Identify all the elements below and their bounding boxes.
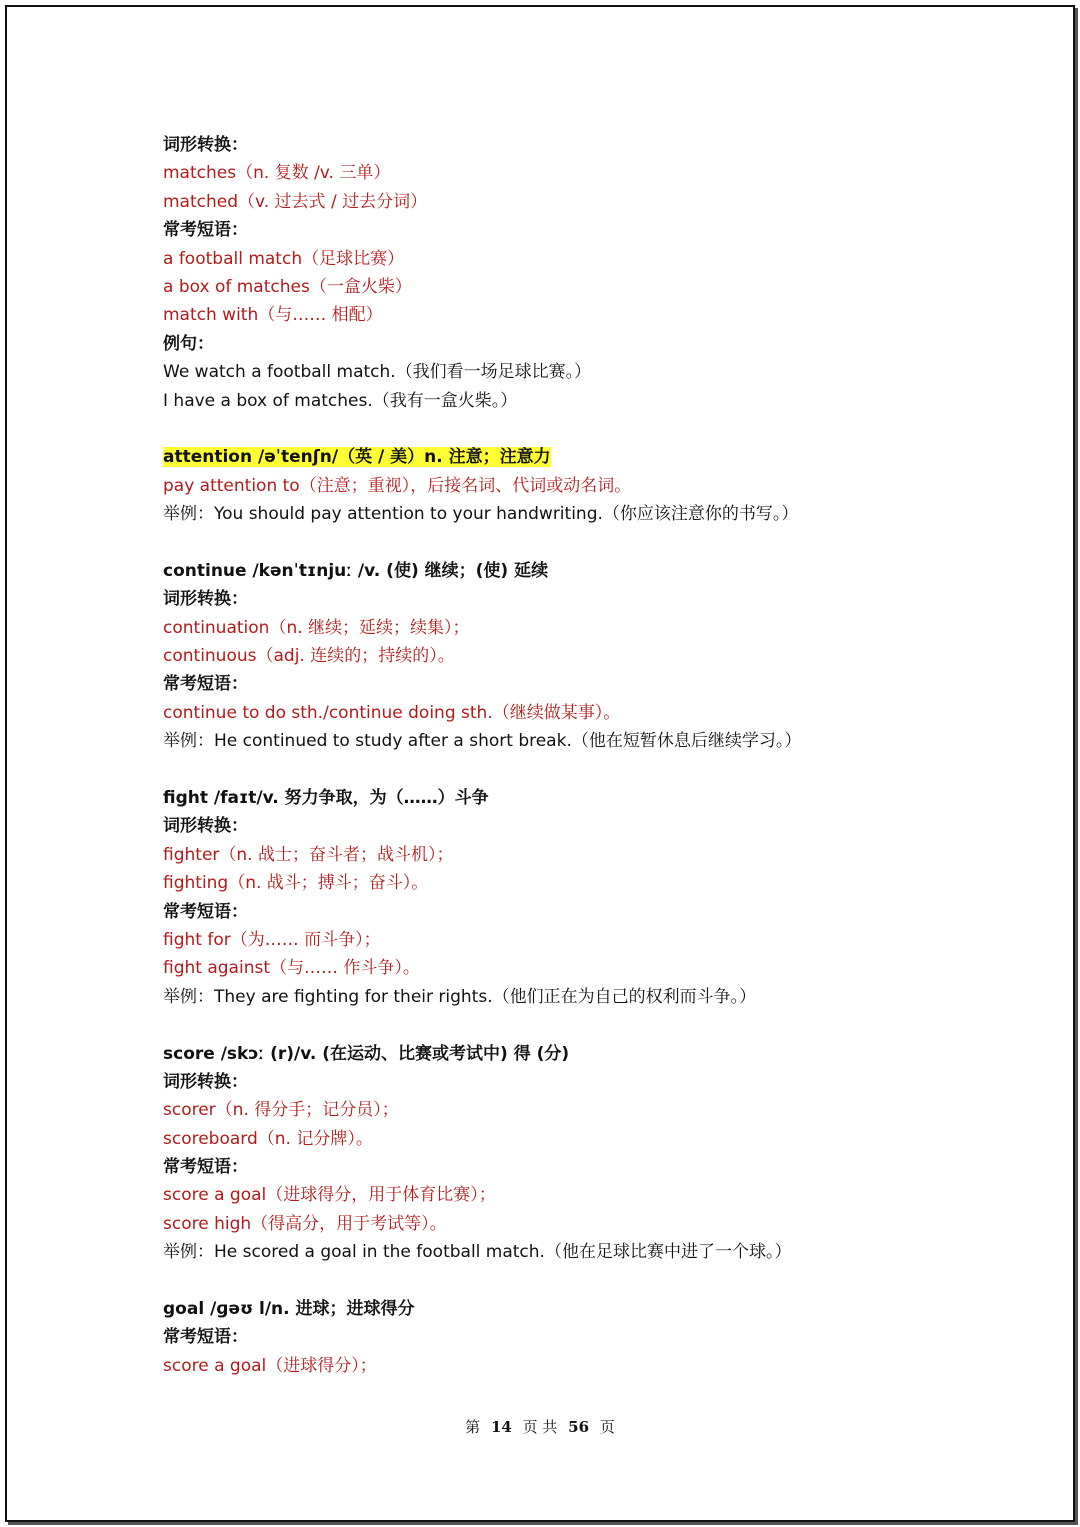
line-text: goal /ɡəʊ l/n. 进球；进球得分 [163,1299,415,1320]
line-text: a football match（足球比赛） [163,248,405,269]
phrase-line [163,642,1003,670]
page-footer [0,1416,1080,1437]
line-text: 常考短语： [163,901,248,922]
heading-line [163,585,1003,613]
footer-middle: 页 共 [522,1418,558,1436]
line-text: fight for（为…… 而斗争）； [163,929,381,950]
footer-suffix: 页 [599,1418,615,1436]
blank-line [163,528,1003,556]
phrase-line [163,954,1003,982]
line-text: score /skɔː (r)/v. (在运动、比赛或考试中) 得 (分) [163,1043,570,1064]
phrase-line [163,301,1003,329]
line-text: scoreboard（n. 记分牌）。 [163,1128,373,1149]
line-text: 例句： [163,333,214,354]
phrase-line [163,159,1003,187]
line-text: fight /faɪt/v. 努力争取，为（……）斗争 [163,787,489,808]
line-text: 词形转换： [163,135,248,155]
line-text: match with（与…… 相配） [163,305,383,326]
line-text: score high（得高分，用于考试等）。 [163,1213,447,1234]
phrase-line [163,614,1003,642]
line-text: matches（n. 复数 /v. 三单） [163,163,391,184]
line-text: 举例：You should pay attention to your handwriting.（你应该注意你的书写。） [163,504,799,525]
phrase-line [163,1210,1003,1238]
line-text: 常考短语： [163,1327,248,1348]
heading-line [163,1153,1003,1181]
blank-line [163,1267,1003,1295]
example-line [163,983,1003,1011]
phrase-line [163,1352,1003,1380]
phrase-line [163,869,1003,897]
line-text: 词形转换： [163,1071,248,1092]
line-text: score a goal（进球得分，用于体育比赛）； [163,1185,496,1206]
line-text: a box of matches（一盒火柴） [163,276,412,297]
heading-line [163,557,1003,585]
example-line [163,387,1003,415]
line-text: We watch a football match.（我们看一场足球比赛。） [163,362,592,383]
heading-line [163,216,1003,244]
line-text: fighter（n. 战士；奋斗者；战斗机）； [163,844,454,865]
line-text: score a goal（进球得分）； [163,1355,377,1376]
heading-line [163,131,1003,159]
heading-line [163,1295,1003,1323]
heading-line [163,898,1003,926]
highlighted-entry-line [163,443,1003,471]
line-text: scorer（n. 得分手；记分员）； [163,1100,399,1121]
line-text: 常考短语： [163,220,248,241]
line-text: matched（v. 过去式 / 过去分词） [163,191,428,212]
line-text: 词形转换： [163,816,248,837]
example-line [163,1238,1003,1266]
heading-line [163,1068,1003,1096]
line-text: fight against（与…… 作斗争）。 [163,958,420,979]
line-text: 举例：He scored a goal in the football match.（他在足球比赛中进了一个球。） [163,1242,792,1263]
line-text: 举例：He continued to study after a short break.（他在短暂休息后继续学习。） [163,731,802,752]
example-line [163,727,1003,755]
heading-line [163,784,1003,812]
line-text: attention /əˈtenʃn/（英 / 美）n. 注意；注意力 [163,447,551,468]
line-text: 常考短语： [163,1157,248,1178]
line-text: continue /kənˈtɪnjuː /v. (使) 继续；(使) 延续 [163,560,549,581]
example-line [163,500,1003,528]
heading-line [163,812,1003,840]
line-text: 常考短语： [163,674,248,695]
blank-line [163,756,1003,784]
phrase-line [163,1096,1003,1124]
example-line [163,358,1003,386]
line-text: 词形转换： [163,589,248,610]
blank-line [163,1011,1003,1039]
phrase-line [163,926,1003,954]
line-text: fighting（n. 战斗；搏斗；奋斗）。 [163,873,429,894]
line-text: 举例：They are fighting for their rights.（他们正在为自己的权利而斗争。） [163,986,757,1007]
phrase-line [163,273,1003,301]
phrase-line [163,1125,1003,1153]
phrase-line [163,472,1003,500]
phrase-line [163,1181,1003,1209]
line-text: pay attention to（注意；重视），后接名词、代词或动名词。 [163,475,632,496]
total-page-count: 56 [568,1418,590,1436]
phrase-line [163,841,1003,869]
phrase-line [163,245,1003,273]
heading-line [163,330,1003,358]
heading-line [163,1040,1003,1068]
line-text: continuous（adj. 连续的；持续的）。 [163,646,455,667]
phrase-line [163,188,1003,216]
phrase-line [163,699,1003,727]
footer-prefix: 第 [465,1418,481,1436]
heading-line [163,1323,1003,1351]
line-text: continue to do sth./continue doing sth.（继续做某事）。 [163,702,621,723]
blank-line [163,415,1003,443]
line-text: I have a box of matches.（我有一盒火柴。） [163,390,518,411]
heading-line [163,670,1003,698]
document-body [163,131,1003,1380]
current-page-number: 14 [490,1418,512,1436]
line-text: continuation（n. 继续；延续；续集）； [163,617,470,638]
